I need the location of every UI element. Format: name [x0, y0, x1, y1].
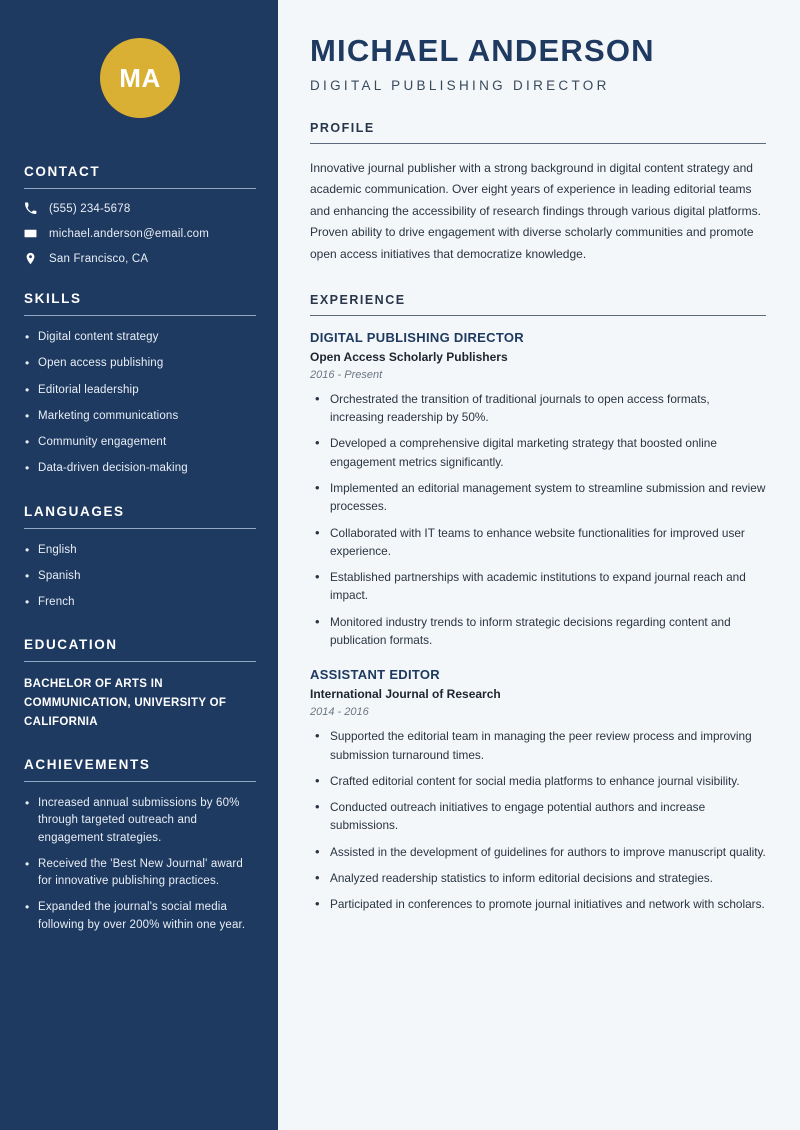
- list-item: • Supported the editorial team in managing the peer review process and improving submission turnaround times.: [310, 727, 766, 764]
- contact-row-phone: [24, 202, 256, 215]
- experience-company: Open Access Scholarly Publishers: [310, 349, 508, 364]
- professional-title: DIGITAL PUBLISHING DIRECTOR: [310, 78, 610, 94]
- avatar-container: [24, 0, 256, 164]
- profile-text: Innovative journal publisher with a strong background in digital content strategy and academic communication. Over eight years of experience in leading editorial teams and enhancing the accessibility of research findings through various digital platforms. Proven ability to drive engagement with diverse scholarly communities and promote open access initiatives that democratize knowledge.: [310, 161, 761, 261]
- achievements-heading: ACHIEVEMENTS: [24, 757, 151, 773]
- contact-email-value: michael.anderson@email.com: [49, 227, 210, 240]
- list-item: • Increased annual submissions by 60% through targeted outreach and engagement strategies.: [24, 795, 256, 847]
- contact-row-email: [24, 227, 256, 240]
- experience-entry: [310, 330, 766, 381]
- list-item: • English: [24, 542, 256, 559]
- experience-role: DIGITAL PUBLISHING DIRECTOR: [310, 329, 524, 345]
- contact-divider: [24, 188, 256, 189]
- list-item: • Data-driven decision-making: [24, 460, 256, 477]
- list-item: • Open access publishing: [24, 355, 256, 372]
- profile-divider: [310, 143, 766, 144]
- section-profile: [310, 121, 766, 265]
- list-item: • Established partnerships with academic institutions to expand journal reach and impact.: [310, 568, 766, 605]
- experience-role: ASSISTANT EDITOR: [310, 667, 440, 683]
- education-entry: BACHELOR OF ARTS IN COMMUNICATION, UNIVERSITY OF CALIFORNIA: [24, 678, 227, 728]
- list-item: • Collaborated with IT teams to enhance website functionalities for improved user experience.: [310, 524, 766, 561]
- contact-row-location: [24, 252, 256, 265]
- list-item: • Community engagement: [24, 434, 256, 451]
- sidebar-section-education: [24, 637, 256, 731]
- education-heading: EDUCATION: [24, 637, 118, 653]
- experience-divider: [310, 315, 766, 316]
- phone-icon: [24, 202, 37, 215]
- experience-dates: 2014 - 2016: [310, 706, 369, 719]
- profile-heading: PROFILE: [310, 121, 375, 136]
- sidebar-section-achievements: [24, 757, 256, 934]
- languages-divider: [24, 528, 256, 529]
- skills-list: [24, 329, 256, 478]
- envelope-icon: [24, 227, 37, 240]
- list-item: • Spanish: [24, 568, 256, 585]
- list-item: • French: [24, 594, 256, 611]
- contact-heading: CONTACT: [24, 164, 101, 179]
- skills-divider: [24, 315, 256, 316]
- avatar: MA: [100, 38, 180, 118]
- sidebar-section-languages: [24, 504, 256, 612]
- experience-entry: [310, 667, 766, 718]
- sidebar-section-contact: [24, 164, 256, 265]
- list-item: • Participated in conferences to promote journal initiatives and network with scholars.: [310, 895, 766, 913]
- list-item: • Digital content strategy: [24, 329, 256, 346]
- contact-location-value: San Francisco, CA: [49, 252, 149, 265]
- main-content: [278, 0, 800, 1130]
- page-title: MICHAEL ANDERSON: [310, 33, 655, 68]
- achievements-divider: [24, 781, 256, 782]
- experience-dates: 2016 - Present: [310, 368, 383, 381]
- education-divider: [24, 661, 256, 662]
- skills-heading: SKILLS: [24, 291, 82, 306]
- list-item: • Implemented an editorial management system to streamline submission and review processes.: [310, 479, 766, 516]
- list-item: • Conducted outreach initiatives to engage potential authors and increase submissions.: [310, 798, 766, 835]
- languages-heading: LANGUAGES: [24, 503, 125, 519]
- section-experience: [310, 293, 766, 914]
- sidebar: [0, 0, 278, 1130]
- list-item: • Analyzed readership statistics to inform editorial decisions and strategies.: [310, 869, 766, 887]
- experience-bullets: [310, 390, 766, 649]
- list-item: • Editorial leadership: [24, 382, 256, 399]
- contact-phone-value: (555) 234-5678: [49, 202, 131, 215]
- achievements-list: [24, 795, 256, 934]
- experience-company: International Journal of Research: [310, 687, 501, 702]
- sidebar-section-skills: [24, 291, 256, 478]
- location-pin-icon: [24, 252, 37, 265]
- list-item: • Expanded the journal's social media following by over 200% within one year.: [24, 899, 256, 934]
- list-item: • Assisted in the development of guidelines for authors to improve manuscript quality.: [310, 843, 766, 861]
- languages-list: [24, 542, 256, 612]
- list-item: • Developed a comprehensive digital marketing strategy that boosted online engagement metrics significantly.: [310, 434, 766, 471]
- list-item: • Marketing communications: [24, 408, 256, 425]
- experience-heading: EXPERIENCE: [310, 292, 406, 307]
- list-item: • Crafted editorial content for social media platforms to enhance journal visibility.: [310, 772, 766, 790]
- list-item: • Received the 'Best New Journal' award for innovative publishing practices.: [24, 856, 256, 891]
- experience-bullets: [310, 727, 766, 913]
- list-item: • Orchestrated the transition of traditional journals to open access formats, increasing readership by 50%.: [310, 390, 766, 427]
- list-item: • Monitored industry trends to inform strategic decisions regarding content and publication formats.: [310, 613, 766, 650]
